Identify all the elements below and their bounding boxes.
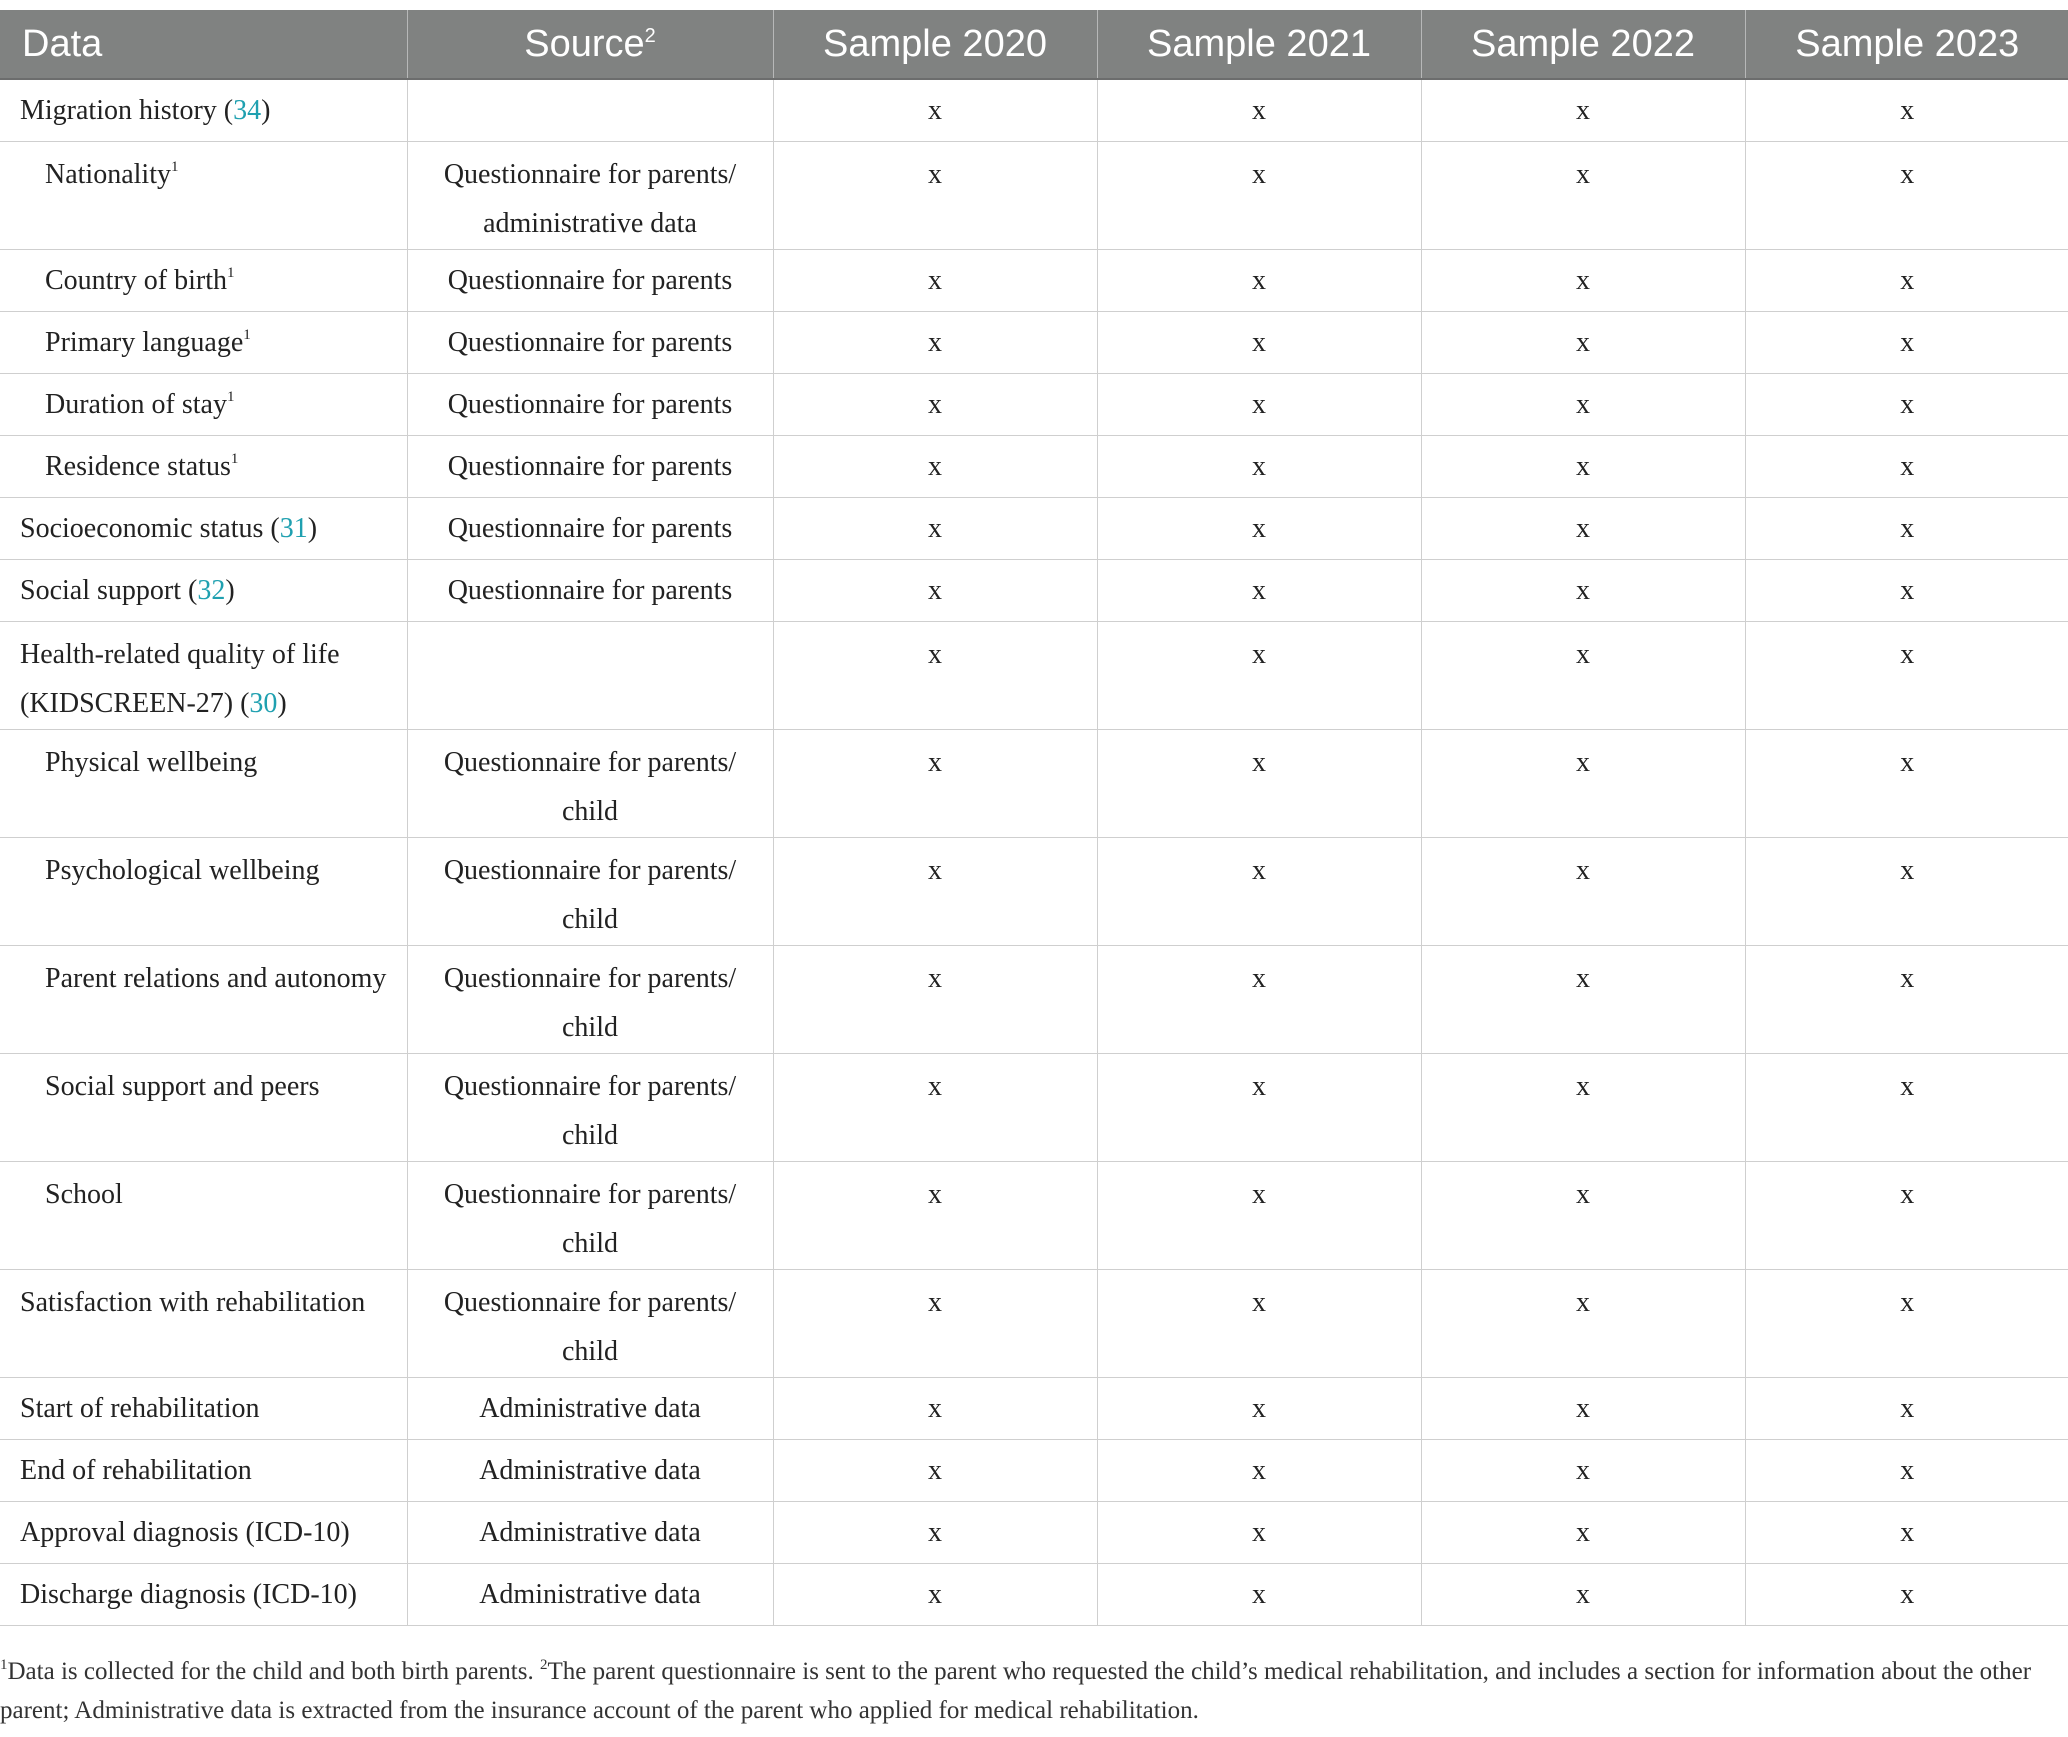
sample-2022-mark: x <box>1421 1162 1745 1270</box>
header-sample-2020: Sample 2020 <box>773 5 1097 79</box>
footnote-2-mark: 2 <box>539 1657 548 1673</box>
row-label-cell <box>0 622 407 730</box>
row-label-cell <box>0 250 407 312</box>
table-row <box>0 1440 2068 1502</box>
table-body <box>0 79 2068 1626</box>
row-source: Questionnaire for parents <box>407 250 773 312</box>
table-row <box>0 1378 2068 1440</box>
header-sample-2023: Sample 2023 <box>1745 5 2068 79</box>
row-label: Primary language <box>45 327 244 358</box>
row-label: Psychological wellbeing <box>45 855 320 886</box>
row-label: Migration history ( <box>20 95 234 126</box>
row-label: School <box>45 1179 123 1210</box>
row-label: Duration of stay <box>45 389 227 420</box>
row-label: Satisfaction with rehabilitation <box>20 1287 366 1318</box>
row-label-cell <box>0 1378 407 1440</box>
sample-2020-mark: x <box>773 622 1097 730</box>
row-label: Social support and peers <box>45 1071 320 1102</box>
header-source-label: Source <box>524 22 645 65</box>
row-source: Questionnaire for parents <box>407 498 773 560</box>
row-label-cell <box>0 1054 407 1162</box>
sample-2020-mark: x <box>773 560 1097 622</box>
row-label-cell <box>0 142 407 250</box>
table-row <box>0 1502 2068 1564</box>
table-row <box>0 79 2068 142</box>
header-sample-2022: Sample 2022 <box>1421 5 1745 79</box>
sample-2023-mark: x <box>1745 312 2068 374</box>
row-source: Administrative data <box>407 1440 773 1502</box>
sample-2022-mark: x <box>1421 730 1745 838</box>
sample-2023-mark: x <box>1745 250 2068 312</box>
sample-2023-mark: x <box>1745 1270 2068 1378</box>
sample-2023-mark: x <box>1745 374 2068 436</box>
sample-2021-mark: x <box>1097 250 1421 312</box>
row-label: Residence status <box>45 451 231 482</box>
sample-2020-mark: x <box>773 1440 1097 1502</box>
table-row <box>0 946 2068 1054</box>
sample-2023-mark: x <box>1745 1502 2068 1564</box>
row-source: Questionnaire for parents/ child <box>407 1054 773 1162</box>
row-label: Health-related quality of life (KIDSCREEN-27) ( <box>20 639 340 719</box>
sample-2020-mark: x <box>773 1270 1097 1378</box>
sample-2022-mark: x <box>1421 436 1745 498</box>
table-row <box>0 250 2068 312</box>
sample-2021-mark: x <box>1097 142 1421 250</box>
row-label-cell <box>0 838 407 946</box>
sample-2020-mark: x <box>773 838 1097 946</box>
row-label: Country of birth <box>45 265 227 296</box>
row-label-cell <box>0 730 407 838</box>
row-source: Questionnaire for parents <box>407 374 773 436</box>
row-label-cell <box>0 946 407 1054</box>
row-label: Discharge diagnosis (ICD-10) <box>20 1579 357 1610</box>
sample-2021-mark: x <box>1097 498 1421 560</box>
sample-2022-mark: x <box>1421 142 1745 250</box>
header-sample-2021: Sample 2021 <box>1097 5 1421 79</box>
sample-2020-mark: x <box>773 1502 1097 1564</box>
row-source: Questionnaire for parents <box>407 560 773 622</box>
footnote-1-text: Data is collected for the child and both birth parents. <box>7 1658 540 1685</box>
table-row <box>0 1270 2068 1378</box>
sample-2020-mark: x <box>773 142 1097 250</box>
row-source: Questionnaire for parents <box>407 312 773 374</box>
header-source-footnote-mark: 2 <box>644 24 656 47</box>
sample-2020-mark: x <box>773 1378 1097 1440</box>
sample-2021-mark: x <box>1097 730 1421 838</box>
row-footnote-mark: 1 <box>227 265 235 281</box>
row-label-cell <box>0 1440 407 1502</box>
table-row <box>0 1162 2068 1270</box>
header-source <box>407 5 773 79</box>
row-label-cell <box>0 1270 407 1378</box>
sample-2022-mark: x <box>1421 374 1745 436</box>
footnote-1-mark: 1 <box>0 1657 8 1673</box>
table-row <box>0 374 2068 436</box>
sample-2022-mark: x <box>1421 838 1745 946</box>
sample-2020-mark: x <box>773 498 1097 560</box>
table-row <box>0 498 2068 560</box>
sample-2023-mark: x <box>1745 1440 2068 1502</box>
row-source: Administrative data <box>407 1564 773 1626</box>
sample-2023-mark: x <box>1745 79 2068 142</box>
row-label-cell <box>0 436 407 498</box>
sample-2021-mark: x <box>1097 1054 1421 1162</box>
sample-2022-mark: x <box>1421 1270 1745 1378</box>
row-source: Questionnaire for parents/ administrative data <box>407 142 773 250</box>
table-row <box>0 622 2068 730</box>
sample-2022-mark: x <box>1421 1564 1745 1626</box>
sample-2021-mark: x <box>1097 374 1421 436</box>
sample-2023-mark: x <box>1745 838 2068 946</box>
sample-2021-mark: x <box>1097 622 1421 730</box>
sample-2021-mark: x <box>1097 1564 1421 1626</box>
reference-link[interactable]: 34 <box>233 95 262 126</box>
row-label-cell <box>0 1502 407 1564</box>
header-data: Data <box>0 5 407 79</box>
table-row <box>0 730 2068 838</box>
row-label: Socioeconomic status ( <box>20 513 280 544</box>
sample-2020-mark: x <box>773 79 1097 142</box>
row-footnote-mark: 1 <box>170 159 179 175</box>
sample-2022-mark: x <box>1421 1378 1745 1440</box>
table-row <box>0 142 2068 250</box>
table-footnote <box>0 1652 2060 1730</box>
sample-2021-mark: x <box>1097 838 1421 946</box>
sample-2020-mark: x <box>773 250 1097 312</box>
sample-2021-mark: x <box>1097 1270 1421 1378</box>
row-source: Questionnaire for parents/ child <box>407 946 773 1054</box>
sample-2021-mark: x <box>1097 436 1421 498</box>
row-label-cell <box>0 312 407 374</box>
reference-link[interactable]: 30 <box>249 688 278 719</box>
sample-2023-mark: x <box>1745 560 2068 622</box>
table-row <box>0 312 2068 374</box>
row-label: Social support ( <box>20 575 198 606</box>
sample-2022-mark: x <box>1421 622 1745 730</box>
row-source: Questionnaire for parents/ child <box>407 838 773 946</box>
sample-2022-mark: x <box>1421 1054 1745 1162</box>
sample-2021-mark: x <box>1097 1440 1421 1502</box>
sample-2022-mark: x <box>1421 1440 1745 1502</box>
row-source: Administrative data <box>407 1502 773 1564</box>
reference-link[interactable]: 31 <box>279 513 308 544</box>
row-label-cell <box>0 498 407 560</box>
table-row <box>0 1564 2068 1626</box>
sample-2021-mark: x <box>1097 560 1421 622</box>
row-label: Start of rehabilitation <box>20 1393 260 1424</box>
sample-2023-mark: x <box>1745 1054 2068 1162</box>
row-label-close: ) <box>261 95 271 126</box>
sample-2021-mark: x <box>1097 1162 1421 1270</box>
sample-2020-mark: x <box>773 312 1097 374</box>
sample-2022-mark: x <box>1421 946 1745 1054</box>
sample-2022-mark: x <box>1421 1502 1745 1564</box>
row-footnote-mark: 1 <box>230 451 239 467</box>
row-footnote-mark: 1 <box>226 389 235 405</box>
row-label-close: ) <box>307 513 318 544</box>
table-row <box>0 560 2068 622</box>
sample-2021-mark: x <box>1097 312 1421 374</box>
row-label: Parent relations and autonomy <box>45 963 387 994</box>
row-label: Nationality <box>45 159 171 190</box>
row-source <box>407 622 773 730</box>
sample-2023-mark: x <box>1745 946 2068 1054</box>
sample-2020-mark: x <box>773 1564 1097 1626</box>
sample-2023-mark: x <box>1745 1378 2068 1440</box>
row-source: Questionnaire for parents/ child <box>407 1270 773 1378</box>
sample-2023-mark: x <box>1745 622 2068 730</box>
sample-2022-mark: x <box>1421 498 1745 560</box>
row-label-close: ) <box>225 575 235 606</box>
sample-2022-mark: x <box>1421 79 1745 142</box>
sample-2023-mark: x <box>1745 730 2068 838</box>
sample-2023-mark: x <box>1745 498 2068 560</box>
row-source <box>407 79 773 142</box>
sample-2020-mark: x <box>773 436 1097 498</box>
row-footnote-mark: 1 <box>243 327 251 343</box>
sample-2020-mark: x <box>773 1162 1097 1270</box>
row-label-cell <box>0 79 407 142</box>
row-label-cell <box>0 374 407 436</box>
row-label-cell <box>0 560 407 622</box>
table-row <box>0 436 2068 498</box>
row-source: Questionnaire for parents <box>407 436 773 498</box>
table-header-row <box>0 5 2068 79</box>
sample-2022-mark: x <box>1421 312 1745 374</box>
footnote-2-text: The parent questionnaire is sent to the parent who requested the child’s medical rehabilitation, and includes a section for information about the other parent; Administrative data is extracted from the insurance account of the parent who applied for medical rehabilitation. <box>0 1658 2032 1724</box>
row-label: Approval diagnosis (ICD-10) <box>20 1517 350 1548</box>
sample-2023-mark: x <box>1745 1564 2068 1626</box>
row-label-close: ) <box>277 688 287 719</box>
row-source: Questionnaire for parents/ child <box>407 1162 773 1270</box>
row-label: End of rehabilitation <box>20 1455 252 1486</box>
sample-2023-mark: x <box>1745 436 2068 498</box>
table-row <box>0 838 2068 946</box>
sample-2020-mark: x <box>773 1054 1097 1162</box>
sample-2020-mark: x <box>773 374 1097 436</box>
reference-link[interactable]: 32 <box>197 575 226 606</box>
row-label-cell <box>0 1564 407 1626</box>
sample-2020-mark: x <box>773 730 1097 838</box>
sample-2022-mark: x <box>1421 560 1745 622</box>
sample-2022-mark: x <box>1421 250 1745 312</box>
sample-2021-mark: x <box>1097 1502 1421 1564</box>
sample-2020-mark: x <box>773 946 1097 1054</box>
sample-2021-mark: x <box>1097 79 1421 142</box>
row-label: Physical wellbeing <box>45 747 258 778</box>
sample-2021-mark: x <box>1097 946 1421 1054</box>
row-source: Administrative data <box>407 1378 773 1440</box>
sample-2023-mark: x <box>1745 1162 2068 1270</box>
row-source: Questionnaire for parents/ child <box>407 730 773 838</box>
sample-2023-mark: x <box>1745 142 2068 250</box>
row-label-cell <box>0 1162 407 1270</box>
table-row <box>0 1054 2068 1162</box>
sample-2021-mark: x <box>1097 1378 1421 1440</box>
